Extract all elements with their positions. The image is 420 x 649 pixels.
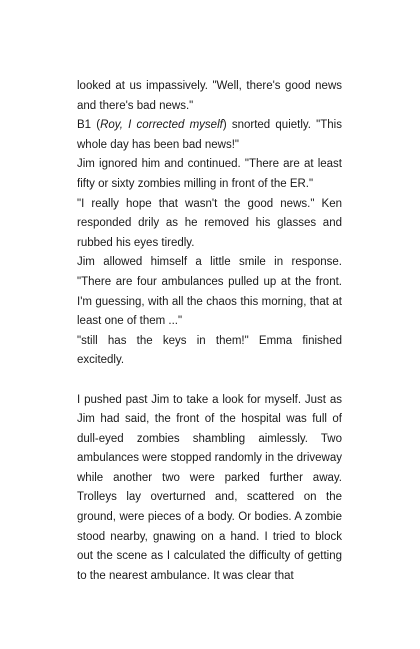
paragraph [77, 116, 342, 155]
paragraph: looked at us impassively. "Well, there's good news and there's bad news." [77, 80, 342, 112]
paragraph-text: B1 ( [77, 119, 101, 132]
paragraph: Jim ignored him and continued. "There are at least fifty or sixty zombies milling in front of the ER." [77, 158, 342, 190]
paragraph: "still has the keys in them!" Emma finished excitedly. [77, 334, 342, 367]
paragraph: Jim allowed himself a little smile in response. "There are four ambulances pulled up at the front. I'm guessing, with all the chaos this morning, that at least one of them ..." [77, 256, 342, 328]
paragraph: I pushed past Jim to take a look for myself. Just as Jim had said, the front of the hospital was full of dull-eyed zombies shambling aimlessly. Two ambulances were stopped randomly in the driveway while another two were parked further away. Trolleys lay overturned and, scattered on the ground, were pieces of a body. Or bodies. A zombie stood nearby, gnawing on a hand. I tried to block out the scene as I calculated the difficulty of getting to the nearest ambulance. It was clear that [77, 393, 342, 582]
paragraph-spacer [77, 371, 342, 391]
paragraph-text: ) snorted quietly. "This whole day has been bad news!" [77, 119, 342, 151]
paragraph: "I really hope that wasn't the good news." Ken responded drily as he removed his glasses and rubbed his eyes tiredly. [77, 197, 342, 249]
italic-aside: Roy, I corrected myself [100, 119, 223, 132]
